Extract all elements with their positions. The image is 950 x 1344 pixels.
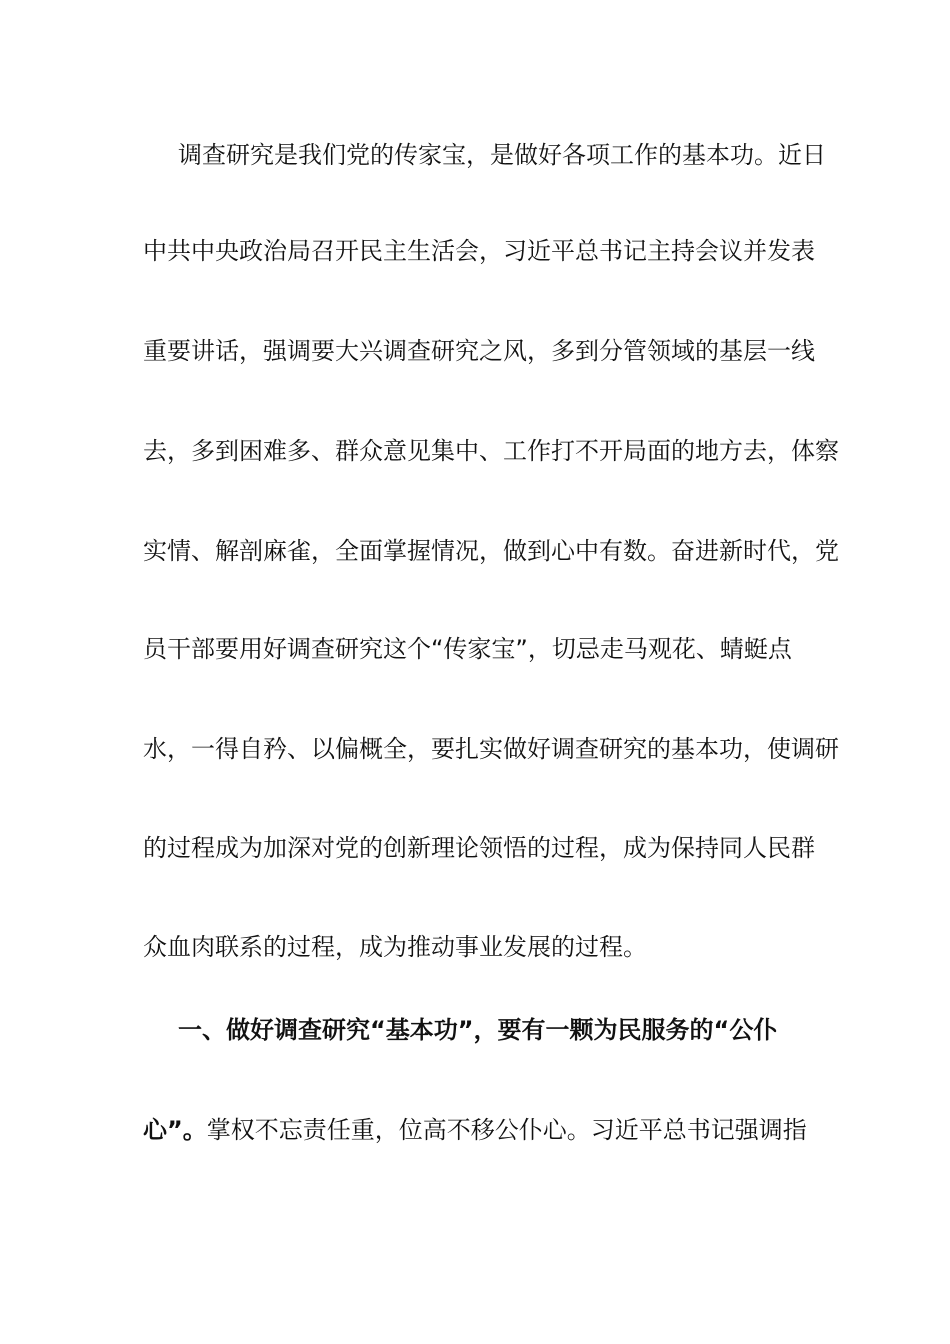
paragraph-line: 中共中央政治局召开民主生活会，习近平总书记主持会议并发表	[143, 237, 815, 265]
body-text: 掌权不忘责任重，位高不移公仆心。习近平总书记强调指	[206, 1116, 807, 1144]
section-heading-end: 心”。	[143, 1116, 207, 1144]
paragraph-line: 实情、解剖麻雀，全面掌握情况，做到心中有数。奋进新时代，党	[143, 537, 839, 565]
section-heading-continuation	[143, 1115, 823, 1145]
section-heading: 一、做好调查研究“基本功”，要有一颗为民服务的“公仆	[178, 1016, 778, 1044]
paragraph-line: 的过程成为加深对党的创新理论领悟的过程，成为保持同人民群	[143, 834, 815, 862]
paragraph-line: 众血肉联系的过程，成为推动事业发展的过程。	[143, 933, 647, 961]
paragraph-line: 调查研究是我们党的传家宝，是做好各项工作的基本功。近日	[178, 141, 826, 169]
paragraph-line: 员干部要用好调查研究这个“传家宝”，切忌走马观花、蜻蜓点	[143, 635, 792, 663]
paragraph-line: 去，多到困难多、群众意见集中、工作打不开局面的地方去，体察	[143, 437, 839, 465]
paragraph-line: 重要讲话，强调要大兴调查研究之风，多到分管领域的基层一线	[143, 337, 815, 365]
paragraph-line: 水，一得自矜、以偏概全，要扎实做好调查研究的基本功，使调研	[143, 735, 839, 763]
